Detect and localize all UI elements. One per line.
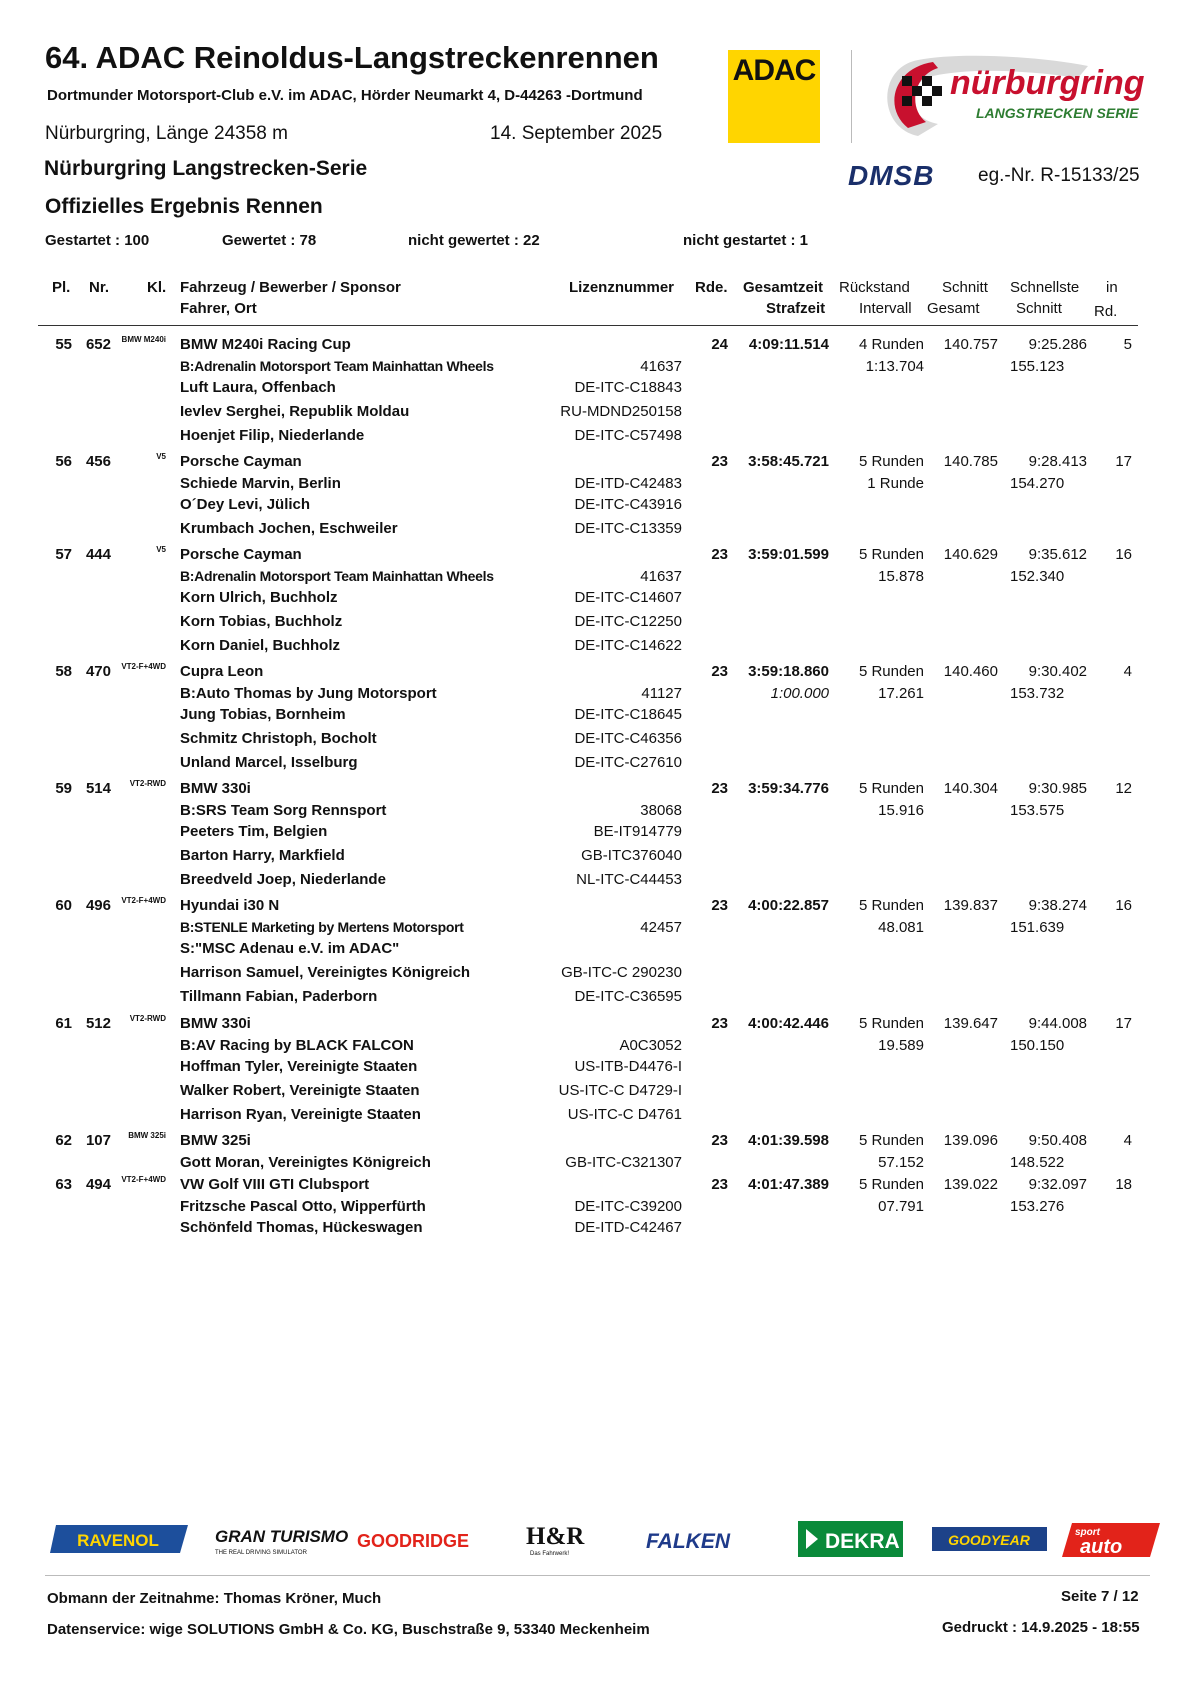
laps: 24 [711, 336, 728, 353]
dekra-logo [798, 1521, 903, 1557]
total-time: 3:59:18.860 [748, 663, 829, 680]
driver-name: Unland Marcel, Isselburg [180, 754, 358, 771]
license-number: US-ITC-C D4729-I [558, 1082, 682, 1099]
license-number: DE-ITD-C42467 [574, 1219, 682, 1236]
average-speed: 139.837 [943, 897, 998, 914]
average-speed: 140.629 [943, 546, 998, 563]
laps: 23 [711, 1132, 728, 1149]
license-number: DE-ITC-C14607 [574, 589, 682, 606]
average-speed: 140.304 [943, 780, 998, 797]
entrant-name: B:STENLE Marketing by Mertens Motorsport [180, 919, 464, 935]
license-number: GB-ITC-C 290230 [561, 964, 682, 981]
fastest-lap-round: 4 [1123, 1132, 1132, 1149]
driver-name: Barton Harry, Markfield [180, 847, 345, 864]
license-number: DE-ITC-C46356 [574, 730, 682, 747]
stat-not-classified: nicht gewertet : 22 [408, 232, 540, 249]
stat-classified: Gewertet : 78 [222, 232, 317, 249]
fastest-average: 153.276 [1010, 1198, 1065, 1215]
driver-name: Hoffman Tyler, Vereinigte Staaten [180, 1058, 418, 1075]
class-label: BMW M240i [121, 335, 166, 344]
driver-name: Schiede Marvin, Berlin [180, 475, 341, 492]
fastest-lap: 9:35.612 [1028, 546, 1087, 563]
car-model: BMW 325i [180, 1132, 251, 1149]
class-label: V5 [156, 545, 166, 554]
col-fastest-avg: Schnitt [1016, 300, 1062, 317]
falken-logo: FALKEN [646, 1530, 730, 1553]
gap: 5 Runden [858, 780, 924, 797]
driver-name: Harrison Samuel, Vereinigtes Königreich [180, 964, 471, 981]
driver-name: Peeters Tim, Belgien [180, 823, 328, 840]
laps: 23 [711, 546, 728, 563]
total-time: 4:09:11.514 [748, 336, 829, 353]
car-number: 514 [85, 780, 111, 797]
driver-name: Harrison Ryan, Vereinigte Staaten [180, 1106, 421, 1123]
stat-not-started: nicht gestartet : 1 [683, 232, 809, 249]
driver-name: Korn Daniel, Buchholz [180, 637, 341, 654]
col-laps: Rde. [695, 279, 728, 296]
nurburgring-logo [878, 48, 1148, 148]
fastest-lap-round: 16 [1115, 897, 1132, 914]
fastest-average: 154.270 [1010, 475, 1065, 492]
fastest-average: 155.123 [1010, 358, 1065, 375]
gap: 5 Runden [858, 1015, 924, 1032]
license-number: 41127 [641, 685, 682, 702]
car-number: 494 [85, 1176, 111, 1193]
footer-page-number: Seite 7 / 12 [1061, 1588, 1139, 1605]
driver-name: S:"MSC Adenau e.V. im ADAC" [180, 940, 400, 957]
sport-auto-logo [1062, 1523, 1160, 1558]
fastest-average: 150.150 [1010, 1037, 1065, 1054]
car-model: BMW M240i Racing Cup [180, 336, 351, 353]
fastest-average: 151.639 [1010, 919, 1065, 936]
fastest-lap-round: 5 [1123, 336, 1132, 353]
fastest-lap-round: 17 [1115, 1015, 1132, 1032]
svg-text:RAVENOL: RAVENOL [77, 1531, 159, 1550]
gap: 5 Runden [858, 897, 924, 914]
license-number: DE-ITC-C27610 [574, 754, 682, 771]
col-interval: Intervall [859, 300, 912, 317]
driver-name: Schönfeld Thomas, Hückeswagen [180, 1219, 423, 1236]
col-avg-total: Gesamt [927, 300, 980, 317]
gap: 5 Runden [858, 453, 924, 470]
license-number: DE-ITC-C18645 [574, 706, 682, 723]
page-title: 64. ADAC Reinoldus-Langstreckenrennen [45, 40, 659, 75]
total-time: 4:01:39.598 [748, 1132, 829, 1149]
license-number: 41637 [640, 358, 682, 375]
car-number: 107 [85, 1132, 111, 1149]
class-label: VT2-RWD [129, 1014, 166, 1023]
stat-started: Gestartet : 100 [45, 232, 150, 249]
license-number: DE-ITD-C42483 [574, 475, 682, 492]
fastest-lap: 9:44.008 [1028, 1015, 1087, 1032]
class-label: VT2-F+4WD [121, 662, 166, 671]
col-pl: Pl. [52, 279, 71, 296]
interval: 1:13.704 [865, 358, 924, 375]
col-driver: Fahrer, Ort [180, 300, 257, 317]
svg-text:GRAN TURISMO: GRAN TURISMO [215, 1527, 349, 1546]
total-time: 3:58:45.721 [748, 453, 829, 470]
car-model: Porsche Cayman [180, 453, 302, 470]
fastest-lap-round: 12 [1115, 780, 1132, 797]
fastest-lap: 9:28.413 [1028, 453, 1087, 470]
svg-text:sport: sport [1075, 1527, 1100, 1538]
fastest-lap: 9:30.985 [1028, 780, 1087, 797]
license-number: GB-ITC-C321307 [565, 1154, 682, 1171]
car-number: 512 [85, 1015, 111, 1032]
gap: 5 Runden [858, 663, 924, 680]
footer-dataservice: Datenservice: wige SOLUTIONS GmbH & Co. KG, Buschstraße 9, 53340 Meckenheim [47, 1621, 650, 1638]
class-label: VT2-F+4WD [121, 1175, 166, 1184]
driver-name: Korn Ulrich, Buchholz [180, 589, 338, 606]
header-rule [38, 325, 1138, 326]
driver-name: Korn Tobias, Buchholz [180, 613, 343, 630]
entrant-name: B:Adrenalin Motorsport Team Mainhattan Wheels [180, 568, 494, 584]
average-speed: 139.022 [943, 1176, 998, 1193]
car-model: BMW 330i [180, 1015, 251, 1032]
col-gap: Rückstand [839, 279, 910, 296]
position: 63 [55, 1176, 72, 1193]
interval: 15.878 [878, 568, 924, 585]
driver-name: O´Dey Levi, Jülich [180, 496, 311, 513]
col-license: Lizenznummer [569, 279, 675, 296]
footer-printed: Gedruckt : 14.9.2025 - 18:55 [942, 1619, 1140, 1636]
interval: 17.261 [878, 685, 924, 702]
total-time: 4:00:42.446 [748, 1015, 829, 1032]
laps: 23 [711, 1176, 728, 1193]
registration-number: eg.-Nr. R-15133/25 [978, 165, 1140, 186]
fastest-average: 153.575 [1010, 802, 1065, 819]
driver-name: Ievlev Serghei, Republik Moldau [180, 403, 410, 420]
position: 60 [55, 897, 72, 914]
interval: 48.081 [878, 919, 924, 936]
license-number: DE-ITC-C18843 [574, 379, 682, 396]
driver-name: Tillmann Fabian, Paderborn [180, 988, 378, 1005]
entrant-name: B:Adrenalin Motorsport Team Mainhattan Wheels [180, 358, 494, 374]
fastest-lap-round: 4 [1123, 663, 1132, 680]
license-number: 41637 [640, 568, 682, 585]
fastest-lap: 9:32.097 [1028, 1176, 1087, 1193]
position: 55 [55, 336, 72, 353]
fastest-lap: 9:25.286 [1028, 336, 1087, 353]
average-speed: 140.460 [943, 663, 998, 680]
license-number: DE-ITC-C13359 [574, 520, 682, 537]
total-time: 3:59:34.776 [748, 780, 829, 797]
license-number: DE-ITC-C12250 [574, 613, 682, 630]
svg-text:DEKRA: DEKRA [825, 1530, 900, 1553]
position: 56 [55, 453, 72, 470]
series-name: Nürburgring Langstrecken-Serie [44, 157, 368, 180]
driver-name: Walker Robert, Vereinigte Staaten [180, 1082, 420, 1099]
interval: 1 Runde [867, 475, 924, 492]
driver-name: Schmitz Christoph, Bocholt [180, 730, 377, 747]
car-number: 652 [85, 336, 111, 353]
license-number: 38068 [640, 802, 682, 819]
license-number: DE-ITC-C36595 [574, 988, 682, 1005]
sponsor-logos [50, 1515, 1170, 1563]
driver-name: Krumbach Jochen, Eschweiler [180, 520, 398, 537]
gap: 5 Runden [858, 1176, 924, 1193]
total-time: 3:59:01.599 [748, 546, 829, 563]
license-number: US-ITB-D4476-I [574, 1058, 682, 1075]
fastest-lap-round: 18 [1115, 1176, 1132, 1193]
fastest-lap: 9:38.274 [1028, 897, 1087, 914]
svg-text:Das Fahrwerk!: Das Fahrwerk! [530, 1551, 570, 1557]
license-number: US-ITC-C D4761 [567, 1106, 682, 1123]
fastest-lap-round: 17 [1115, 453, 1132, 470]
col-total: Gesamtzeit [743, 279, 824, 296]
total-time: 4:00:22.857 [748, 897, 829, 914]
total-time: 4:01:47.389 [748, 1176, 829, 1193]
car-number: 496 [85, 897, 111, 914]
driver-name: Luft Laura, Offenbach [180, 379, 336, 396]
position: 62 [55, 1132, 72, 1149]
organizer-address: Dortmunder Motorsport-Club e.V. im ADAC, Hörder Neumarkt 4, D-44263 -Dortmund [47, 87, 643, 104]
fastest-average: 153.732 [1010, 685, 1065, 702]
gran-turismo-logo [215, 1527, 348, 1556]
class-label: VT2-F+4WD [121, 896, 166, 905]
car-number: 470 [85, 663, 111, 680]
interval: 19.589 [878, 1037, 924, 1054]
average-speed: 139.647 [943, 1015, 998, 1032]
license-number: DE-ITC-C43916 [574, 496, 682, 513]
interval: 57.152 [878, 1154, 924, 1171]
laps: 23 [711, 780, 728, 797]
class-label: BMW 325i [128, 1131, 166, 1140]
svg-text:GOODYEAR: GOODYEAR [948, 1532, 1030, 1548]
event-date: 14. September 2025 [490, 123, 663, 144]
col-in-round: Rd. [1094, 303, 1118, 320]
interval: 07.791 [878, 1198, 924, 1215]
driver-name: Jung Tobias, Bornheim [180, 706, 346, 723]
position: 59 [55, 780, 72, 797]
svg-text:nürburgring: nürburgring [950, 64, 1145, 102]
adac-logo: ADAC [728, 50, 820, 143]
position: 61 [55, 1015, 72, 1032]
col-kl: Kl. [147, 279, 167, 296]
driver-name: Fritzsche Pascal Otto, Wipperfürth [180, 1198, 426, 1215]
fastest-lap: 9:30.402 [1028, 663, 1087, 680]
driver-name: B:Auto Thomas by Jung Motorsport [180, 685, 437, 702]
fastest-average: 148.522 [1010, 1154, 1065, 1171]
average-speed: 140.757 [943, 336, 998, 353]
svg-text:THE REAL DRIVING SIMULATOR: THE REAL DRIVING SIMULATOR [215, 1550, 307, 1556]
gap: 5 Runden [858, 546, 924, 563]
driver-name: Hoenjet Filip, Niederlande [180, 427, 365, 444]
fastest-lap-round: 16 [1115, 546, 1132, 563]
laps: 23 [711, 897, 728, 914]
footer-timekeeper: Obmann der Zeitnahme: Thomas Kröner, Much [47, 1590, 382, 1607]
car-model: BMW 330i [180, 780, 251, 797]
license-number: A0C3052 [619, 1037, 682, 1054]
driver-name: Breedveld Joep, Niederlande [180, 871, 386, 888]
driver-name: B:SRS Team Sorg Rennsport [180, 802, 387, 819]
average-speed: 139.096 [943, 1132, 998, 1149]
goodyear-logo [932, 1527, 1047, 1551]
license-number: DE-ITC-C14622 [574, 637, 682, 654]
fastest-lap: 9:50.408 [1028, 1132, 1087, 1149]
license-number: GB-ITC376040 [581, 847, 682, 864]
interval: 15.916 [878, 802, 924, 819]
average-speed: 140.785 [943, 453, 998, 470]
penalty-time: 1:00.000 [770, 685, 829, 702]
fastest-average: 152.340 [1010, 568, 1065, 585]
car-model: Cupra Leon [180, 663, 264, 680]
hr-logo [526, 1523, 585, 1557]
col-fastest: Schnellste [1010, 279, 1080, 296]
license-number: 42457 [640, 919, 682, 936]
class-label: VT2-RWD [129, 779, 166, 788]
dmsb-logo: DMSB [848, 160, 935, 191]
car-number: 456 [85, 453, 111, 470]
license-number: BE-IT914779 [593, 823, 682, 840]
logo-divider [851, 50, 852, 143]
laps: 23 [711, 663, 728, 680]
col-vehicle: Fahrzeug / Bewerber / Sponsor [180, 279, 401, 296]
license-number: RU-MDND250158 [560, 403, 682, 420]
car-number: 444 [85, 546, 111, 563]
result-title: Offizielles Ergebnis Rennen [45, 195, 323, 218]
col-avg: Schnitt [942, 279, 988, 296]
driver-name: B:AV Racing by BLACK FALCON [180, 1037, 414, 1054]
goodridge-logo: GOODRIDGE [357, 1531, 470, 1551]
col-in: in [1106, 279, 1118, 296]
svg-text:LANGSTRECKEN SERIE: LANGSTRECKEN SERIE [976, 105, 1139, 121]
position: 58 [55, 663, 72, 680]
svg-text:auto: auto [1080, 1536, 1123, 1558]
license-number: NL-ITC-C44453 [576, 871, 682, 888]
laps: 23 [711, 1015, 728, 1032]
gap: 5 Runden [858, 1132, 924, 1149]
col-penalty: Strafzeit [766, 300, 826, 317]
ravenol-logo [50, 1525, 188, 1553]
gap: 4 Runden [858, 336, 924, 353]
col-nr: Nr. [89, 279, 110, 296]
car-model: VW Golf VIII GTI Clubsport [180, 1176, 370, 1193]
position: 57 [55, 546, 72, 563]
footer-rule [45, 1575, 1150, 1576]
license-number: DE-ITC-C57498 [574, 427, 682, 444]
license-number: DE-ITC-C39200 [574, 1198, 682, 1215]
class-label: V5 [156, 452, 166, 461]
svg-text:H&R: H&R [526, 1523, 585, 1550]
laps: 23 [711, 453, 728, 470]
driver-name: Gott Moran, Vereinigtes Königreich [180, 1154, 431, 1171]
track-info: Nürburgring, Länge 24358 m [45, 123, 288, 144]
car-model: Porsche Cayman [180, 546, 302, 563]
car-model: Hyundai i30 N [180, 897, 280, 914]
